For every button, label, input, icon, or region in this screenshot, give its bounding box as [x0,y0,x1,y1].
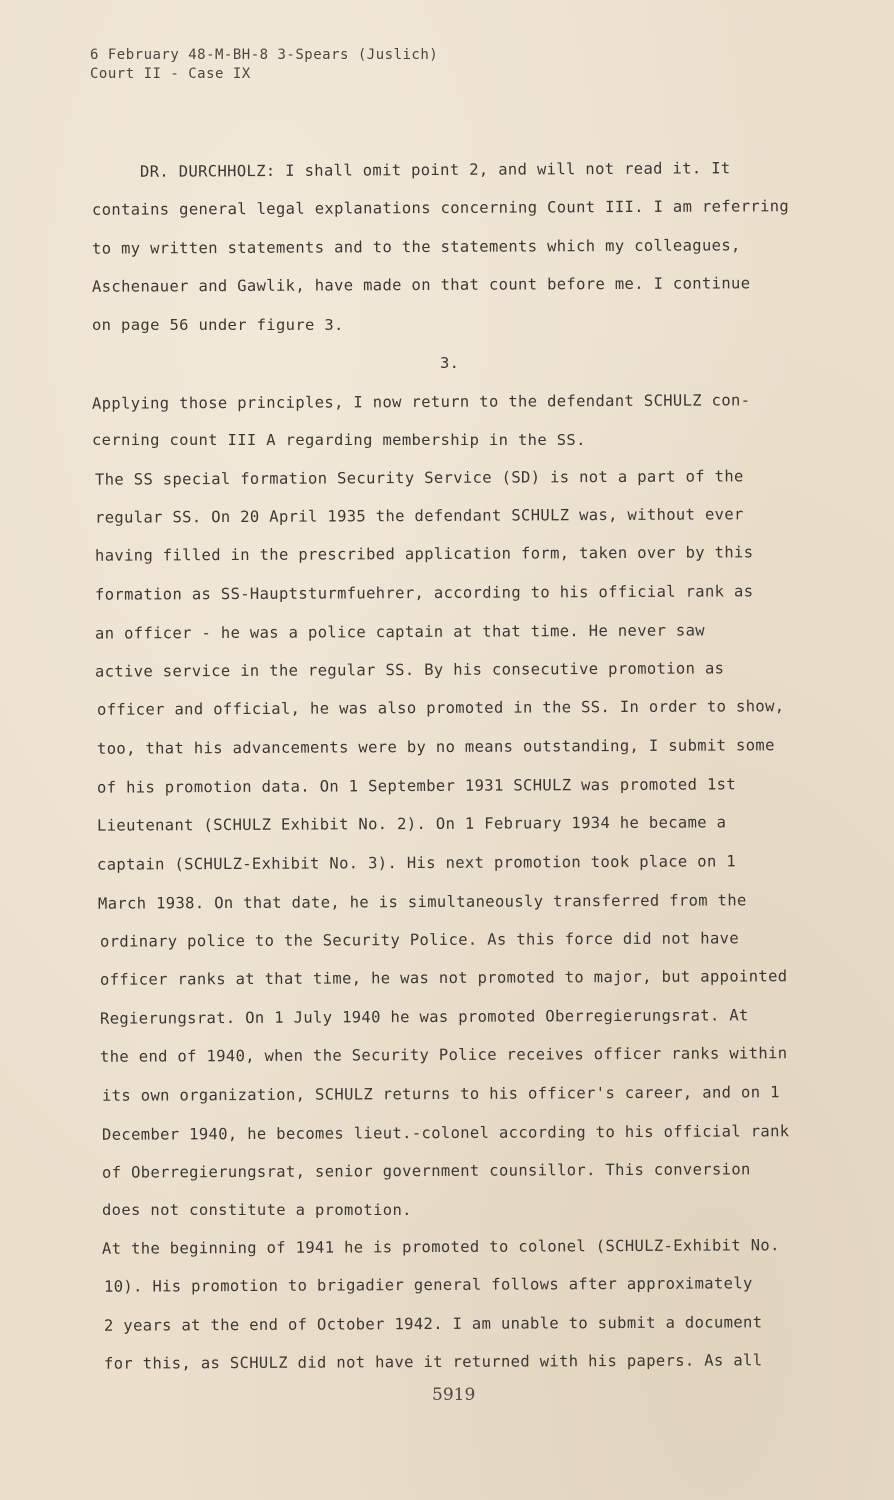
text-line: too, that his advancements were by no means outstanding, I submit some [96,736,775,758]
text-line: the end of 1940, when the Security Police receives officer ranks within [99,1044,788,1066]
text-line: cerning count III A regarding membership in the SS. [92,431,586,449]
text-line: its own organization, SCHULZ returns to his officer's career, and on 1 [101,1083,780,1105]
text-line: active service in the regular SS. By his consecutive promotion as [94,659,725,681]
text-line: contains general legal explanations concerning Count III. I am referring [91,197,790,219]
text-line: of his promotion data. On 1 September 1931 SCHULZ was promoted 1st [96,775,737,797]
text-line: having filled in the prescribed application form, taken over by this [94,543,754,565]
text-line: March 1938. On that date, he is simultaneously transferred from the [97,891,747,913]
text-line: does not constitute a promotion. [102,1201,412,1219]
section-number: 3. [440,354,460,372]
text-line: 2 years at the end of October 1942. I am unable to submit a document [103,1313,763,1335]
text-line: to my written statements and to the statements which my colleagues, [91,236,741,258]
text-line: Applying those principles, I now return to the defendant SCHULZ con- [91,391,751,413]
text-line: Regierungsrat. On 1 July 1940 he was promoted Oberregierungsrat. At [99,1006,749,1028]
document-header [90,46,438,84]
text-line: an officer - he was a police captain at that time. He never saw [94,621,705,643]
text-line: officer ranks at that time, he was not promoted to major, but appointed [99,967,788,989]
header-court-line: Court II - Case IX [90,66,251,82]
text-line: on page 56 under figure 3. [92,316,344,334]
page-number: 5919 [432,1385,476,1405]
text-line: for this, as SCHULZ did not have it returned with his papers. As all [103,1351,763,1373]
text-line: At the beginning of 1941 he is promoted to colonel (SCHULZ-Exhibit No. [101,1236,780,1258]
text-line: captain (SCHULZ-Exhibit No. 3). His next promotion took place on 1 [96,852,737,874]
text-line: DR. DURCHHOLZ: I shall omit point 2, and will not read it. It [139,159,731,181]
text-line: formation as SS-Hauptsturmfuehrer, according to his official rank as [94,582,754,604]
text-line: Aschenauer and Gawlik, have made on that count before me. I continue [91,274,751,296]
text-line: 10). His promotion to brigadier general follows after approximately [103,1274,753,1296]
text-line: Lieutenant (SCHULZ Exhibit No. 2). On 1 February 1934 he became a [96,813,727,835]
text-line: officer and official, he was also promoted in the SS. In order to show, [96,697,785,719]
header-date-line: 6 February 48-M-BH-8 3-Spears (Juslich) [90,47,439,63]
text-line: The SS special formation Security Service (SD) is not a part of the [94,467,744,489]
text-line: regular SS. On 20 April 1935 the defendant SCHULZ was, without ever [94,505,744,527]
text-line: of Oberregierungsrat, senior government counsillor. This conversion [101,1160,751,1182]
text-line: ordinary police to the Security Police. As this force did not have [99,929,740,951]
text-line: December 1940, he becomes lieut.-colonel according to his official rank [101,1122,790,1144]
